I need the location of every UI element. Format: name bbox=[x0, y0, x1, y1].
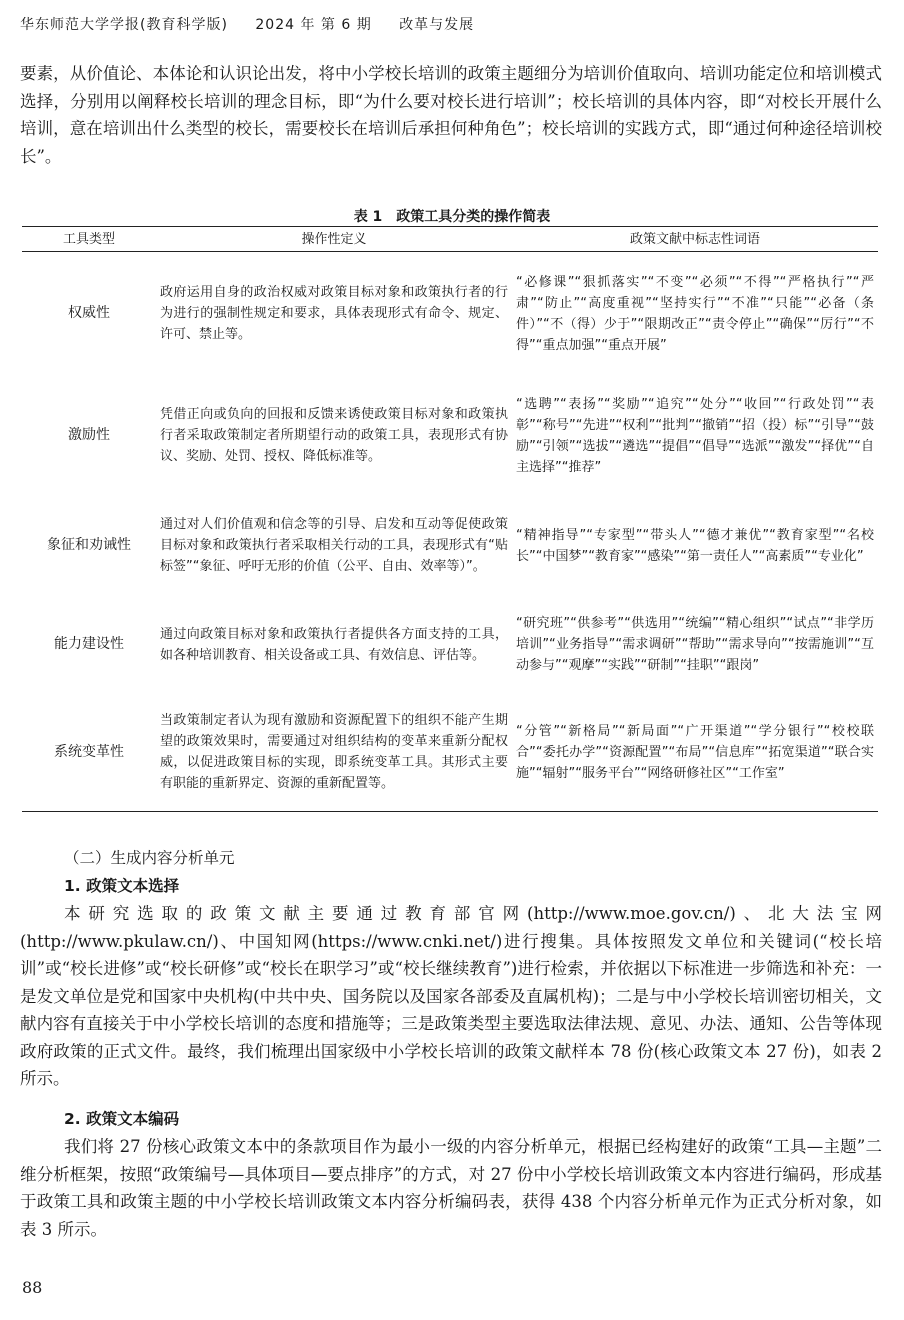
table-row bbox=[22, 694, 878, 812]
issue-info: 2024 年 第 6 期 bbox=[255, 17, 372, 33]
column-header-definition: 操作性定义 bbox=[156, 227, 512, 252]
tool-type-cell: 权威性 bbox=[68, 305, 110, 322]
intro-paragraph: 要素，从价值论、本体论和认识论出发，将中小学校长培训的政策主题细分为培训价值取向、培训功能定位和培训模式选择，分别用以阐释校长培训的理念目标，即“为什么要对校长进行培训”；校长培训的具体内容，即“对校长开展什么培训，意在培训出什么类型的校长，需要校长在培训后承担何种角色”；校长培训的实践方式，即“通过何种途径培训校长”。 bbox=[20, 64, 882, 166]
table-header-row bbox=[22, 227, 878, 252]
tool-type-cell: 能力建设性 bbox=[54, 636, 124, 652]
definition-cell: 通过对人们价值观和信念等的引导、启发和互动等促使政策目标对象和政策执行者采取相关行动的工具，表现形式有“贴标签”“象征、呼吁无形的价值（公平、自由、效率等）”。 bbox=[160, 517, 508, 574]
tool-type-cell: 系统变革性 bbox=[22, 694, 156, 812]
subsection-heading-2: 2. 政策文本编码 bbox=[64, 1110, 180, 1128]
journal-name: 华东师范大学学报(教育科学版) bbox=[20, 17, 228, 33]
keywords-cell: “精神指导”“专家型”“带头人”“德才兼优”“教育家型”“名校长”“中国梦”“教育家”“感染”“第一责任人”“高素质”“专业化” bbox=[516, 527, 874, 564]
page-number: 88 bbox=[22, 1278, 43, 1297]
keywords-cell: “必修课”“狠抓落实”“不变”“必须”“不得”“严格执行”“严肃”“防止”“高度重视”“坚持实行”“不准”“只能”“必备（条件）”“不（得）少于”“限期改正”“责令停止”“确保”“厉行”“不得”“重点加强”“重点开展” bbox=[516, 274, 874, 353]
subsection-heading-1: 1. 政策文本选择 bbox=[64, 877, 180, 895]
policy-tools-table bbox=[22, 226, 878, 812]
paragraph-text-coding: 我们将 27 份核心政策文本中的条款项目作为最小一级的内容分析单元，根据已经构建好的政策“工具—主题”二维分析框架，按照“政策编号—具体项目—要点排序”的方式，对 27 份中小学校长培训政策文本内容进行编码，形成基于政策工具和政策主题的中小学校长培训政策文本内容分析编码表，获得 438 个内容分析单元作为正式分析对象，如表 3 所示。 bbox=[20, 1137, 882, 1239]
tool-type-cell: 象征和劝诫性 bbox=[47, 537, 131, 553]
column-header-keywords: 政策文献中标志性词语 bbox=[512, 227, 878, 252]
table-caption: 表 1 政策工具分类的操作简表 bbox=[353, 209, 551, 225]
definition-cell: 政府运用自身的政治权威对政策目标对象和政策执行者的行为进行的强制性规定和要求，具体表现形式有命令、规定、许可、禁止等。 bbox=[160, 285, 508, 343]
paragraph-text-selection: 本研究选取的政策文献主要通过教育部官网(http://www.moe.gov.cn/)、北大法宝网(http://www.pkulaw.cn/)、中国知网(https://www.cnki.net/)进行搜集。具体按照发文单位和关键词(“校长培训”或“校长进修”或“校长研修”或“校长在职学习”或“校长继续教育”)进行检索，并依据以下标准进一步筛选和补充：一是发文单位是党和国家中央机构(中共中央、国务院以及国家各部委及直属机构)；二是与中小学校长培训密切相关，文献内容有直接关于中小学校长培训的态度和措施等；三是政策类型主要选取法律法规、意见、办法、通知、公告等体现政府政策的正式文件。最终，我们梳理出国家级中小学校长培训的政策文献样本 78 份(核心政策文本 27 份)，如表 2 所示。 bbox=[20, 904, 882, 1088]
definition-cell: 通过向政策目标对象和政策执行者提供各方面支持的工具，如各种培训教育、相关设备或工具、有效信息、评估等。 bbox=[160, 626, 508, 663]
table-row bbox=[22, 496, 878, 596]
definition-cell: 凭借正向或负向的回报和反馈来诱使政策目标对象和政策执行者采取政策制定者所期望行动的政策工具，表现形式有协议、奖励、处罚、授权、降低标准等。 bbox=[160, 407, 508, 464]
table-row bbox=[22, 376, 878, 496]
running-header bbox=[20, 14, 884, 34]
keywords-cell: “选聘”“表扬”“奖励”“追究”“处分”“收回”“行政处罚”“表彰”“称号”“先进”“权利”“批判”“撤销”“招（投）标”“引导”“鼓励”“引领”“选拔”“遴选”“提倡”“倡导”“选派”“激发”“择优”“自主选择”“推荐” bbox=[516, 396, 874, 475]
table-row bbox=[22, 252, 878, 376]
keywords-cell: “研究班”“供参考”“供选用”“统编”“精心组织”“试点”“非学历培训”“业务指导”“需求调研”“帮助”“需求导向”“按需施训”“互动参与”“观摩”“实践”“研制”“挂职”“跟岗” bbox=[516, 616, 874, 673]
definition-cell: 当政策制定者认为现有激励和资源配置下的组织不能产生期望的政策效果时，需要通过对组织结构的变革来重新分配权威，以促进政策目标的实现，即系统变革工具。其形式主要有职能的重新界定、资源的重新配置等。 bbox=[156, 694, 512, 812]
section-heading: （二）生成内容分析单元 bbox=[64, 849, 235, 867]
keywords-cell: “分管”“新格局”“新局面”“广开渠道”“学分银行”“校校联合”“委托办学”“资源配置”“布局”“信息库”“拓宽渠道”“联合实施”“辐射”“服务平台”“网络研修社区”“工作室” bbox=[512, 694, 878, 812]
table-row bbox=[22, 596, 878, 694]
section-name: 改革与发展 bbox=[399, 17, 475, 33]
column-header-type: 工具类型 bbox=[22, 227, 156, 252]
tool-type-cell: 激励性 bbox=[68, 427, 110, 443]
